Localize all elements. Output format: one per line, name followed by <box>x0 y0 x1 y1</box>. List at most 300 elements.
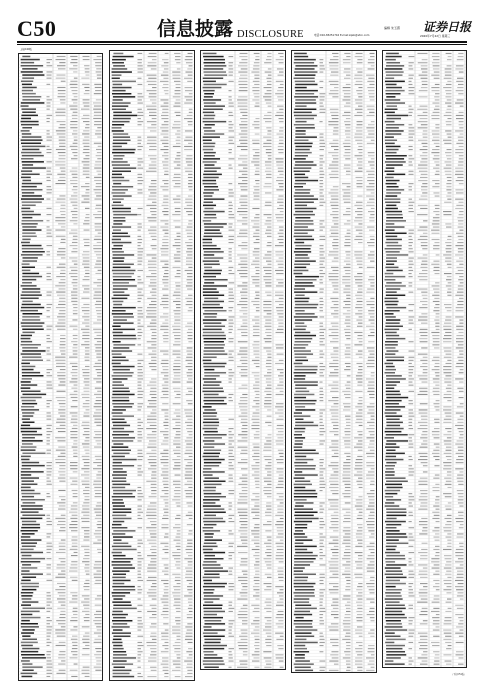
table-cell-text <box>203 174 222 176</box>
table-cell-text <box>295 524 307 526</box>
table-cell-value <box>96 409 102 410</box>
table-cell-value <box>332 416 339 417</box>
table-cell-value <box>60 270 65 271</box>
table-cell-value <box>185 490 193 491</box>
table-cell-value <box>346 137 350 138</box>
table-cell-value <box>138 168 144 169</box>
table-cell-value <box>164 416 168 417</box>
table-cell-value <box>331 388 338 389</box>
table-cell-value <box>70 434 77 435</box>
table-cell-value <box>371 533 375 534</box>
table-cell-text <box>295 127 314 129</box>
table-cell-value <box>238 580 247 581</box>
table-cell-text <box>21 583 39 585</box>
table-cell-value <box>267 90 272 91</box>
table-cell-value <box>138 465 142 466</box>
table-cell-value <box>229 329 233 330</box>
table-cell-value <box>138 459 143 460</box>
table-cell-value <box>83 586 89 587</box>
table-cell-value <box>242 223 248 224</box>
table-cell-value <box>138 329 142 330</box>
table-cell-value <box>355 630 363 631</box>
table-cell-value <box>229 310 233 311</box>
table-cell-value <box>70 462 77 463</box>
table-cell-value <box>47 78 52 79</box>
table-cell-value <box>188 555 193 556</box>
table-cell-value <box>47 636 51 637</box>
table-cell-value <box>174 648 180 649</box>
table-cell-value <box>73 313 78 314</box>
table-cell-value <box>138 431 142 432</box>
table-cell-text <box>22 316 39 318</box>
table-cell-value <box>237 304 247 305</box>
table-cell-text <box>295 310 305 312</box>
table-cell-value <box>370 490 374 491</box>
table-cell-text <box>203 490 215 492</box>
table-cell-value <box>187 323 192 324</box>
table-cell-value <box>163 499 168 500</box>
table-cell-value <box>368 310 374 311</box>
table-cell-value <box>81 329 89 330</box>
table-cell-value <box>47 226 50 227</box>
table-cell-value <box>84 555 89 556</box>
table-cell-text <box>204 279 227 281</box>
table-cell-value <box>188 223 192 224</box>
table-cell-text <box>204 353 228 355</box>
table-cell-value <box>356 130 362 131</box>
table-cell-text <box>203 434 227 436</box>
table-cell-value <box>71 422 78 423</box>
table-cell-text <box>294 329 306 331</box>
table-cell-value <box>255 118 259 119</box>
table-cell-text <box>112 524 121 526</box>
table-cell-value <box>358 403 363 404</box>
table-cell-value <box>366 462 374 463</box>
table-cell-text <box>22 502 35 504</box>
table-cell-value <box>241 413 247 414</box>
table-cell-value <box>187 543 192 544</box>
table-cell-value <box>186 400 192 401</box>
table-cell-text <box>112 350 133 352</box>
table-cell-text <box>295 505 304 507</box>
table-cell-value <box>47 292 52 293</box>
table-cell-value <box>152 431 157 432</box>
table-cell-value <box>358 96 362 97</box>
table-cell-value <box>84 87 89 88</box>
table-cell-value <box>240 53 248 54</box>
table-cell-value <box>57 598 66 599</box>
table-cell-value <box>84 440 89 441</box>
table-cell-value <box>366 657 374 658</box>
table-cell-value <box>320 341 324 342</box>
table-cell-value <box>186 502 192 503</box>
table-cell-text <box>295 130 305 132</box>
table-cell-value <box>94 490 101 491</box>
table-cell-value <box>276 487 284 488</box>
table-cell-value <box>70 394 78 395</box>
table-cell-value <box>229 152 232 153</box>
table-cell-value <box>343 289 350 290</box>
table-cell-value <box>83 257 90 258</box>
table-cell-value <box>357 654 362 655</box>
table-cell-value <box>138 301 141 302</box>
table-cell-value <box>329 335 339 336</box>
table-cell-text <box>294 115 317 117</box>
table-cell-value <box>172 127 180 128</box>
table-cell-value <box>371 416 375 417</box>
table-cell-value <box>138 626 143 627</box>
table-cell-value <box>58 623 65 624</box>
table-cell-value <box>366 326 374 327</box>
table-cell-text <box>113 555 126 557</box>
table-cell-text <box>203 291 219 293</box>
table-cell-value <box>73 130 78 131</box>
table-cell-value <box>330 109 339 110</box>
table-cell-value <box>95 583 102 584</box>
table-cell-value <box>344 121 350 122</box>
table-cell-value <box>185 96 193 97</box>
table-cell-value <box>357 626 363 627</box>
table-cell-value <box>320 298 323 299</box>
table-cell-value <box>174 465 180 466</box>
table-cell-value <box>332 468 338 469</box>
table-cell-value <box>264 279 272 280</box>
table-cell-value <box>186 450 193 451</box>
table-cell-value <box>61 354 65 355</box>
table-cell-value <box>229 661 234 662</box>
table-cell-value <box>267 84 272 85</box>
table-cell-value <box>342 543 350 544</box>
table-cell-value <box>320 289 324 290</box>
table-cell-text <box>203 446 214 448</box>
table-cell-value <box>238 245 247 246</box>
table-cell-value <box>331 171 338 172</box>
table-cell-value <box>241 558 248 559</box>
table-cell-value <box>355 506 363 507</box>
table-cell-value <box>242 289 248 290</box>
table-cell-text <box>204 583 227 585</box>
table-cell-value <box>268 130 272 131</box>
table-cell-value <box>280 391 284 392</box>
table-cell-text <box>203 586 225 588</box>
table-cell-value <box>176 431 181 432</box>
table-cell-value <box>344 555 351 556</box>
table-cell-value <box>237 667 247 668</box>
table-cell-value <box>173 301 180 302</box>
table-cell-value <box>70 127 77 128</box>
table-cell-value <box>56 645 66 646</box>
table-cell-value <box>97 524 102 525</box>
table-cell-text <box>295 105 306 107</box>
table-cell-value <box>229 369 233 370</box>
table-cell-value <box>186 62 193 63</box>
table-cell-value <box>186 416 193 417</box>
table-cell-value <box>150 282 157 283</box>
table-cell-text <box>112 171 131 173</box>
table-cell-text <box>203 363 226 365</box>
table-cell-value <box>152 409 156 410</box>
table-cell-value <box>359 152 363 153</box>
table-cell-text <box>204 533 213 535</box>
table-cell-value <box>84 462 90 463</box>
table-cell-value <box>187 670 192 671</box>
table-cell-value <box>47 428 51 429</box>
table-cell-value <box>330 90 339 91</box>
table-cell-value <box>343 87 351 88</box>
table-cell-value <box>242 282 247 283</box>
table-cell-value <box>82 316 89 317</box>
table-cell-value <box>150 561 156 562</box>
table-cell-value <box>94 295 102 296</box>
table-cell-value <box>277 462 284 463</box>
table-cell-value <box>173 586 180 587</box>
table-cell-value <box>83 130 89 131</box>
table-cell-value <box>267 295 272 296</box>
table-cell-value <box>266 599 272 600</box>
table-cell-text <box>22 77 34 79</box>
table-cell-text <box>113 301 124 303</box>
table-cell-value <box>267 555 272 556</box>
table-cell-text <box>294 611 310 613</box>
table-cell-text <box>204 536 212 538</box>
table-cell-value <box>148 444 156 445</box>
table-cell-value <box>58 509 65 510</box>
table-cell-text <box>112 90 125 92</box>
table-cell-value <box>255 258 260 259</box>
table-cell-value <box>138 276 141 277</box>
table-cell-value <box>138 546 141 547</box>
table-cell-value <box>56 75 65 76</box>
table-cell-value <box>172 459 180 460</box>
table-cell-value <box>358 168 362 169</box>
table-cell-value <box>229 254 232 255</box>
table-cell-value <box>267 471 271 472</box>
table-cell-value <box>229 654 233 655</box>
table-cell-text <box>203 471 225 473</box>
table-cell-value <box>151 236 157 237</box>
table-cell-value <box>93 484 101 485</box>
table-cell-value <box>47 338 51 339</box>
table-cell-value <box>331 518 338 519</box>
table-cell-value <box>69 571 77 572</box>
table-cell-value <box>320 171 324 172</box>
table-cell-value <box>161 664 169 665</box>
table-cell-value <box>268 425 272 426</box>
table-cell-value <box>320 304 324 305</box>
table-cell-value <box>81 527 89 528</box>
table-cell-value <box>266 230 272 231</box>
table-cell-value <box>354 254 362 255</box>
table-cell-value <box>345 416 351 417</box>
table-cell-value <box>256 310 260 311</box>
table-cell-value <box>55 518 65 519</box>
table-cell-value <box>93 567 101 568</box>
table-cell-value <box>320 645 324 646</box>
table-cell-text <box>203 530 220 532</box>
table-cell-value <box>59 505 66 506</box>
table-cell-value <box>70 577 77 578</box>
table-cell-text <box>21 490 34 492</box>
table-cell-value <box>57 133 66 134</box>
table-cell-value <box>229 481 234 482</box>
table-cell-value <box>252 282 259 283</box>
table-cell-text <box>295 338 312 340</box>
table-cell-value <box>255 171 259 172</box>
table-cell-value <box>93 543 101 544</box>
table-cell-value <box>69 357 77 358</box>
table-cell-value <box>242 180 247 181</box>
table-cell-value <box>71 158 77 159</box>
table-cell-value <box>151 450 156 451</box>
table-cell-value <box>56 149 66 150</box>
table-cell-value <box>82 285 89 286</box>
table-cell-text <box>295 326 306 328</box>
table-cell-text <box>113 518 132 520</box>
table-cell-value <box>47 642 52 643</box>
table-cell-value <box>164 564 169 565</box>
table-cell-text <box>295 198 319 200</box>
table-cell-value <box>47 214 52 215</box>
table-cell-value <box>333 425 338 426</box>
table-cell-value <box>47 130 50 131</box>
table-cell-text <box>295 459 313 461</box>
table-cell-text <box>294 493 318 495</box>
table-cell-text <box>22 400 36 402</box>
table-cell-value <box>320 273 326 274</box>
table-cell-value <box>255 496 259 497</box>
table-cell-text <box>295 74 316 76</box>
table-cell-value <box>265 617 272 618</box>
table-cell-value <box>188 180 192 181</box>
table-cell-text <box>22 577 36 579</box>
table-cell-value <box>254 568 259 569</box>
table-cell-value <box>95 226 102 227</box>
table-cell-value <box>367 524 375 525</box>
table-cell-value <box>47 168 52 169</box>
table-cell-value <box>343 465 350 466</box>
table-cell-value <box>173 664 180 665</box>
table-cell-value <box>188 329 193 330</box>
table-cell-value <box>344 96 351 97</box>
table-cell-value <box>138 385 142 386</box>
table-cell-text <box>22 99 40 101</box>
table-cell-value <box>94 93 102 94</box>
table-cell-value <box>278 239 284 240</box>
table-cell-value <box>176 434 181 435</box>
table-cell-value <box>95 208 101 209</box>
table-cell-value <box>320 310 324 311</box>
table-cell-value <box>266 59 272 60</box>
table-cell-value <box>97 540 101 541</box>
table-cell-text <box>22 167 46 169</box>
table-cell-value <box>367 106 375 107</box>
table-cell-text <box>113 605 131 607</box>
table-cell-value <box>47 350 50 351</box>
table-cell-value <box>266 664 271 665</box>
table-cell-value <box>72 99 78 100</box>
table-cell-value <box>138 419 141 420</box>
table-cell-value <box>320 459 324 460</box>
table-cell-text <box>204 574 219 576</box>
table-cell-value <box>187 115 193 116</box>
table-cell-value <box>367 571 375 572</box>
table-cell-text <box>22 524 40 526</box>
table-cell-value <box>160 127 168 128</box>
table-cell-value <box>188 487 192 488</box>
table-cell-value <box>70 171 78 172</box>
table-cell-value <box>334 87 338 88</box>
table-cell-text <box>294 574 316 576</box>
table-cell-value <box>56 130 66 131</box>
table-cell-value <box>330 112 338 113</box>
table-cell-value <box>344 168 351 169</box>
table-cell-value <box>370 481 374 482</box>
table-cell-value <box>94 437 102 438</box>
table-cell-value <box>84 608 89 609</box>
table-cell-value <box>83 558 89 559</box>
table-cell-text <box>204 155 215 157</box>
table-cell-value <box>358 434 362 435</box>
table-cell-value <box>346 326 350 327</box>
table-cell-value <box>239 372 247 373</box>
table-cell-value <box>357 93 362 94</box>
table-cell-value <box>164 574 168 575</box>
table-cell-value <box>58 158 65 159</box>
table-cell-value <box>229 509 232 510</box>
table-cell-value <box>47 406 50 407</box>
table-cell-text <box>113 344 135 346</box>
table-cell-text <box>294 397 306 399</box>
table-cell-value <box>185 137 192 138</box>
table-cell-text <box>204 512 226 514</box>
table-cell-value <box>277 509 283 510</box>
table-cell-value <box>354 475 362 476</box>
table-cell-text <box>204 589 215 591</box>
table-cell-value <box>55 629 65 630</box>
table-cell-value <box>150 391 157 392</box>
table-cell-value <box>151 537 157 538</box>
table-cell-value <box>55 459 65 460</box>
table-cell-value <box>150 388 156 389</box>
table-cell-value <box>187 462 192 463</box>
table-cell-value <box>172 382 180 383</box>
table-cell-value <box>187 233 193 234</box>
table-cell-value <box>356 68 362 69</box>
table-cell-value <box>94 422 101 423</box>
table-cell-value <box>330 571 339 572</box>
table-cell-value <box>343 72 350 73</box>
table-cell-value <box>344 453 350 454</box>
table-cell-value <box>371 620 375 621</box>
table-cell-text <box>203 211 224 213</box>
table-cell-value <box>276 459 283 460</box>
table-cell-value <box>266 564 271 565</box>
table-cell-text <box>22 56 30 58</box>
table-cell-value <box>96 626 101 627</box>
table-cell-value <box>330 298 338 299</box>
table-cell-value <box>149 403 157 404</box>
table-cell-value <box>358 87 362 88</box>
table-cell-text <box>21 381 31 383</box>
table-cell-value <box>84 412 90 413</box>
table-cell-value <box>275 301 283 302</box>
table-cell-value <box>165 53 169 54</box>
table-cell-value <box>176 654 180 655</box>
table-cell-value <box>240 118 247 119</box>
table-cell-text <box>203 288 217 290</box>
table-cell-value <box>345 236 351 237</box>
table-cell-value <box>229 378 232 379</box>
